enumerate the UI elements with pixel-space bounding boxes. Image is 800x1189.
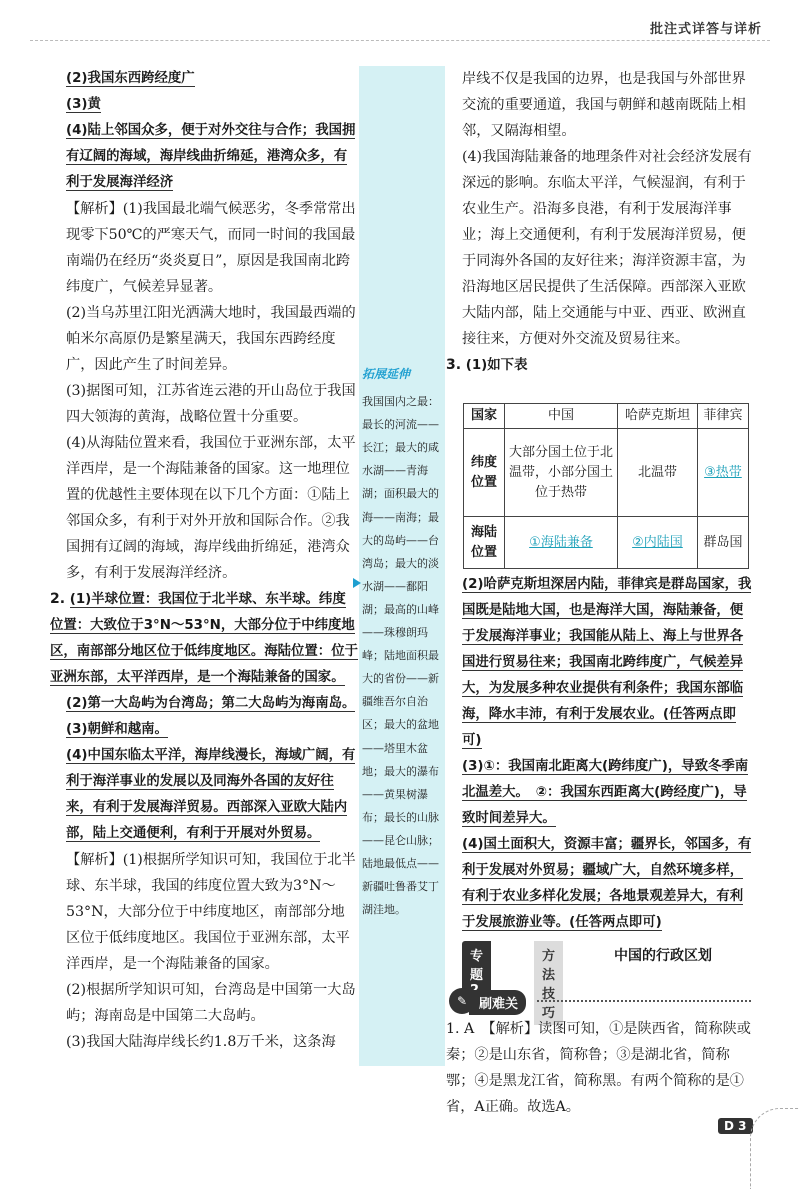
table-cell: 群岛国 xyxy=(697,517,748,569)
answer-1-2: (2)我国东西跨经度广 xyxy=(66,71,195,86)
question-2-number: 2. xyxy=(50,591,66,607)
table-header: 中国 xyxy=(505,404,618,429)
analysis-1-2: (2)当乌苏里江阳光洒满大地时，我国最西端的帕米尔高原仍是繁星满天，我国东西跨经度广，因此产生了时间差异。 xyxy=(66,305,356,373)
table-header: 哈萨克斯坦 xyxy=(618,404,698,429)
extension-title: 拓展延伸 xyxy=(362,367,411,381)
table-cell: 北温带 xyxy=(618,429,698,517)
answer-2-1: (1)半球位置：我国位于北半球、东半球。纬度位置：大致位于3°N～53°N，大部分位于中纬度地区，南部部分地区位于低纬度地区。海陆位置：位于亚洲东部，太平洋西岸，是一个海陆兼备的国家。 xyxy=(50,592,358,685)
table-cell-answer: ②内陆国 xyxy=(618,517,698,569)
right-column-bottom xyxy=(462,572,752,936)
question-3-number: 3. xyxy=(446,357,462,373)
analysis-1-3: (3)据图可知，江苏省连云港的开山岛位于我国四大领海的黄海，战略位置十分重要。 xyxy=(66,383,356,425)
question-1-block xyxy=(446,1016,752,1120)
practice-label: 刷难关 xyxy=(469,990,526,1015)
dotted-divider xyxy=(537,1000,751,1002)
right-column-top xyxy=(446,66,752,379)
analysis-1-1: 【解析】(1)我国最北端气候恶劣，冬季常常出现零下50℃的严寒天气，而同一时间的我国最南端仍在经历“炎炎夏日”，原因是我国南北跨纬度广，气候差异显著。 xyxy=(66,201,356,295)
analysis-2-3-cont: 岸线不仅是我国的边界，也是我国与外部世界交流的重要通道，我国与朝鲜和越南既陆上相邻，又隔海相望。 xyxy=(462,71,746,139)
table-cell: 大部分国土位于北温带，小部分国土位于热带 xyxy=(505,429,618,517)
answer-3-1: (1)如下表 xyxy=(465,358,528,373)
table-cell-answer: ①海陆兼备 xyxy=(505,517,618,569)
question-1-answer: 1. A 【解析】读图可知，①是陕西省，简称陕或秦；②是山东省，简称鲁；③是湖北省，简称鄂；④是黑龙江省，简称黑。有两个简称的是①省，A正确。故选A。 xyxy=(446,1021,751,1115)
table-row-label: 纬度位置 xyxy=(464,429,505,517)
table-cell-answer: ③热带 xyxy=(697,429,748,517)
section-tag: 方法技巧 xyxy=(534,941,563,1025)
table-row-label: 海陆位置 xyxy=(464,517,505,569)
analysis-2-2: (2)根据所学知识可知，台湾岛是中国第一大岛屿；海南岛是中国第二大岛屿。 xyxy=(66,982,356,1024)
page-number: D 3 xyxy=(718,1118,753,1134)
section-title: 中国的行政区划 xyxy=(614,948,712,964)
answer-1-4: (4)陆上邻国众多，便于对外交往与合作；我国拥有辽阔的海域，海岸线曲折绵延，港湾众多，有利于发展海洋经济 xyxy=(66,123,356,190)
section-badge: 专题 xyxy=(462,941,491,1002)
brush-icon: ✎ xyxy=(449,988,475,1014)
page-curl xyxy=(750,1108,800,1189)
analysis-2-1: 【解析】(1)根据所学知识可知，我国位于北半球、东半球，我国的纬度位置大致为3°N～53°N，大部分位于中纬度地区，南部部分地区位于低纬度地区。我国位于亚洲东部，太平洋西岸，是一个海陆兼备的国家。 xyxy=(66,852,356,972)
analysis-1-4: (4)从海陆位置来看，我国位于亚洲东部，太平洋西岸，是一个海陆兼备的国家。这一地理位置的优越性主要体现在以下几个方面：①陆上邻国众多，有利于对外开放和国际合作。②我国拥有辽阔的海域，海岸线曲折绵延，港湾众多，有利于发展海洋经济。 xyxy=(66,435,356,581)
header-title: 批注式详答与详析 xyxy=(649,22,762,37)
analysis-2-4: (4)我国海陆兼备的地理条件对社会经济发展有深远的影响。东临太平洋，气候湿润，有利于农业生产。沿海多良港，有利于发展海洋事业；海上交通便利，有利于发展海洋贸易，便于同海外各国的友好往来；海洋资源丰富，为沿海地区居民提供了生活保障。西部深入亚欧大陆内部，陆上交通能与中亚、西亚、欧洲直接往来，方便对外交流及贸易往来。 xyxy=(462,149,752,347)
answer-3-4: (4)国土面积大，资源丰富；疆界长，邻国多，有利于发展对外贸易；疆域广大，自然环境多样，有利于农业多样化发展；各地景观差异大，有利于发展旅游业等。(任答两点即可) xyxy=(462,837,752,930)
left-column xyxy=(50,66,358,1055)
extension-box xyxy=(362,363,446,921)
answer-1-3: (3)黄 xyxy=(66,97,101,112)
extension-text: 我国国内之最：最长的河流——长江；最大的咸水湖——青海湖；面积最大的海——南海；最大的岛屿——台湾岛；最大的淡水湖——鄱阳湖；最高的山峰——珠穆朗玛峰；陆地面积最大的省份——新疆维吾尔自治区；最大的盆地——塔里木盆地；最大的瀑布——黄果树瀑布；最长的山脉——昆仑山脉；陆地最低点——新疆吐鲁番艾丁湖洼地。 xyxy=(362,395,439,917)
answer-2-3: (3)朝鲜和越南。 xyxy=(66,722,168,737)
analysis-2-3: (3)我国大陆海岸线长约1.8万千米，这条海 xyxy=(66,1034,336,1050)
answer-2-2: (2)第一大岛屿为台湾岛；第二大岛屿为海南岛。 xyxy=(66,696,356,711)
table-header: 菲律宾 xyxy=(697,404,748,429)
answer-3-3: (3)①：我国南北距离大(跨纬度广)，导致冬季南北温差大。 ②：我国东西距离大(跨经度广)，导致时间差异大。 xyxy=(462,759,749,826)
answer-3-2: (2)哈萨克斯坦深居内陆，菲律宾是群岛国家，我国既是陆地大国，也是海洋大国，海陆兼备，便于发展海洋事业；我国能从陆上、海上与世界各国进行贸易往来；我国南北跨纬度广，气候差异大，为发展多种农业提供有利条件；我国东部临海，降水丰沛，有利于发展农业。(任答两点即可) xyxy=(462,577,752,748)
header-divider xyxy=(30,40,770,41)
answer-2-4: (4)中国东临太平洋，海岸线漫长，海域广阔，有利于海洋事业的发展以及同海外各国的友好往来，有利于发展海洋贸易。西部深入亚欧大陆内部，陆上交通便利，有利于开展对外贸易。 xyxy=(66,748,356,841)
comparison-table xyxy=(463,403,749,569)
table-header: 国家 xyxy=(464,404,505,429)
